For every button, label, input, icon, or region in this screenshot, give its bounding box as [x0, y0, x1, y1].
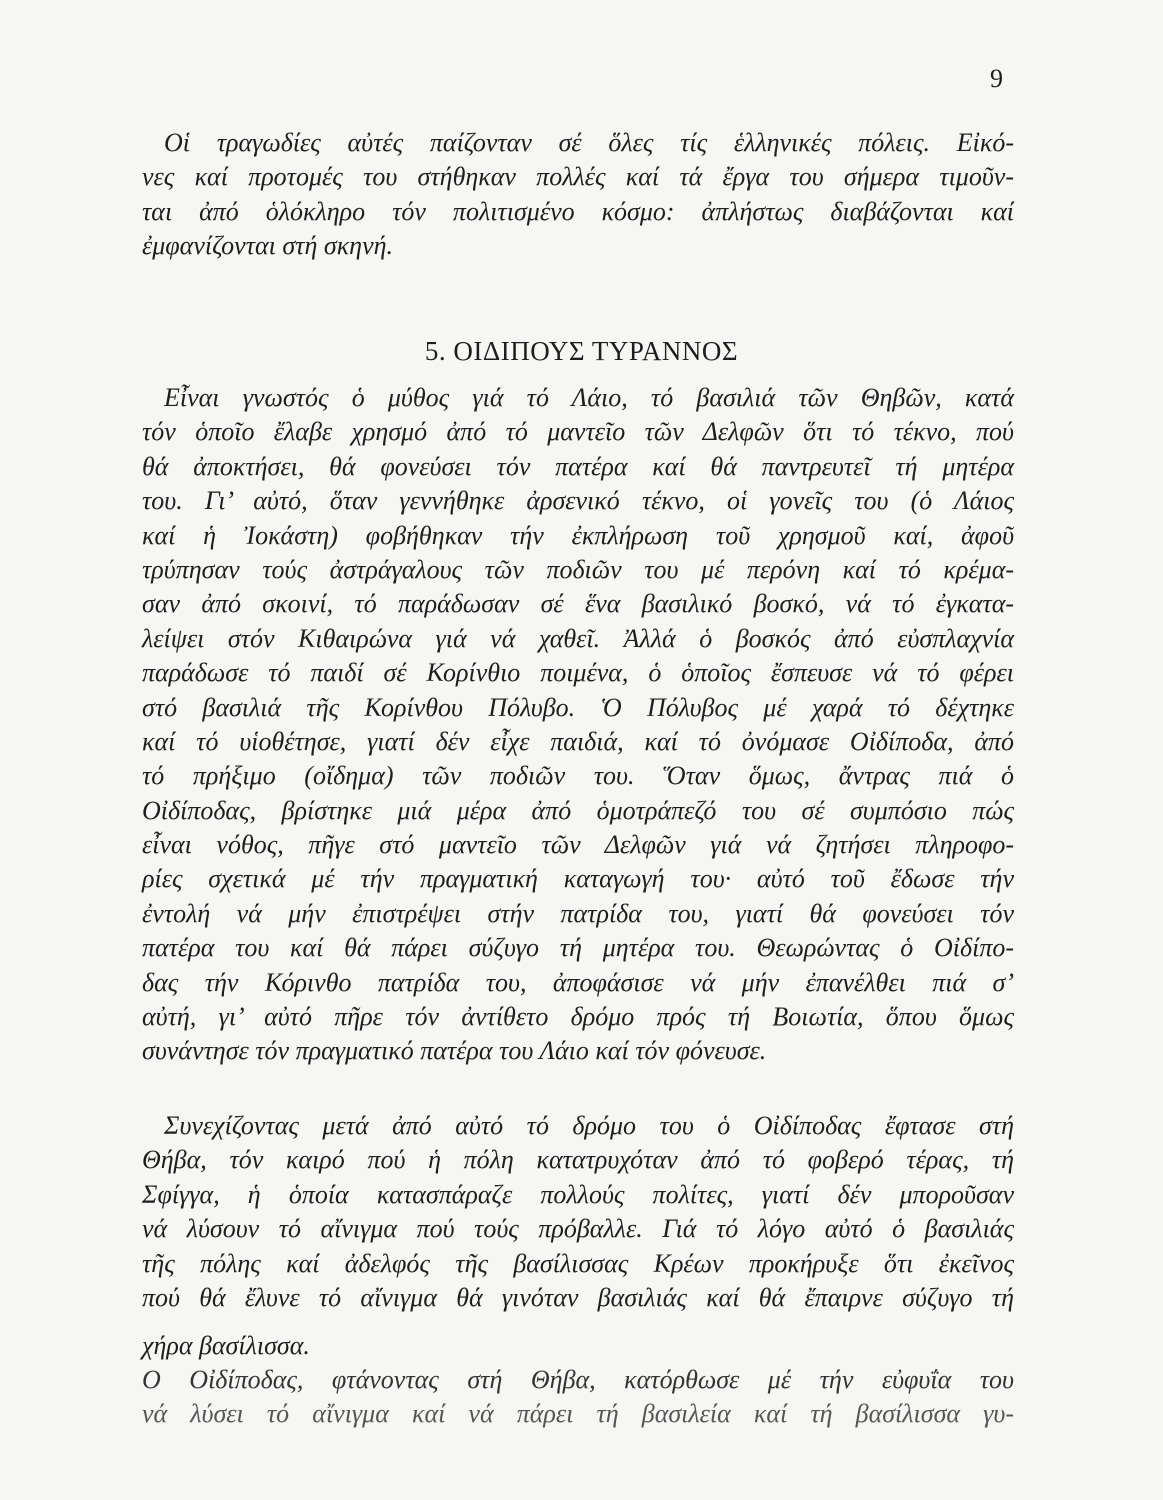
- text-line: Εἶναι γνωστός ὁ μύθος γιά τό Λάιο, τό βασιλιά τῶν Θηβῶν, κατά: [164, 383, 1014, 412]
- text-line: λείψει στόν Κιθαιρώνα γιά νά χαθεῖ. Ἀλλά ὁ βοσκός ἀπό εὐσπλαχνία: [142, 623, 1014, 653]
- text-line: θά ἀποκτήσει, θά φονεύσει τόν πατέρα καί θά παντρευτεῖ τή μητέρα: [142, 451, 1014, 481]
- paragraph-myth: [142, 381, 1014, 1069]
- text-line: Θήβα, τόν καιρό πού ἡ πόλη κατατρυχόταν ἀπό τό φοβερό τέρας, τή: [142, 1145, 1014, 1175]
- text-line: του. Γι’ αὐτό, ὅταν γεννήθηκε ἀρσενικό τέκνο, οἱ γονεῖς του (ὁ Λάιος: [142, 486, 1014, 516]
- text-line: σαν ἀπό σκοινί, τό παράδωσαν σέ ἕνα βασιλικό βοσκό, νά τό ἐγκατα-: [142, 589, 1014, 619]
- text-line: Σφίγγα, ἡ ὁποία κατασπάραζε πολλούς πολίτες, γιατί δέν μποροῦσαν: [142, 1179, 1014, 1209]
- text-line: πατέρα του καί θά πάρει σύζυγο τή μητέρα του. Θεωρώντας ὁ Οἰδίπο-: [142, 933, 1014, 963]
- text-line: ρίες σχετικά μέ τήν πραγματική καταγωγή του· αὐτό τοῦ ἔδωσε τήν: [142, 864, 1014, 894]
- paragraph-intro-end: [142, 126, 1014, 264]
- text-line: εἶναι νόθος, πῆγε στό μαντεῖο τῶν Δελφῶν γιά νά ζητήσει πληροφο-: [142, 830, 1014, 860]
- text-line: Συνεχίζοντας μετά ἀπό αὐτό τό δρόμο του ὁ Οἰδίποδας ἔφτασε στή: [164, 1111, 1014, 1140]
- text-line: νά λύσει τό αἴνιγμα καί νά πάρει τή βασιλεία καί τή βασίλισσα γυ-: [142, 1399, 1014, 1429]
- text-line: πού θά ἔλυνε τό αἴνιγμα θά γινόταν βασιλιάς καί θά ἔπαιρνε σύζυγο τή: [142, 1282, 1014, 1312]
- text-line: στό βασιλιά τῆς Κορίνθου Πόλυβο. Ὁ Πόλυβος μέ χαρά τό δέχτηκε: [142, 692, 1014, 722]
- text-line: Οἱ τραγωδίες αὐτές παίζονταν σέ ὅλες τίς ἑλληνικές πόλεις. Εἰκό-: [164, 128, 1014, 157]
- text-line: συνάντησε τόν πραγματικό πατέρα του Λάιο καί τόν φόνευσε.: [142, 1036, 767, 1066]
- text-line: ται ἀπό ὁλόκληρο τόν πολιτισμένο κόσμο: ἀπλήστως διαβάζονται καί: [142, 196, 1014, 226]
- text-line: δας τήν Κόρινθο πατρίδα του, ἀποφάσισε νά μήν ἐπανέλθει πιά σ’: [142, 967, 1014, 997]
- text-line: νες καί προτομές του στήθηκαν πολλές καί τά ἔργα του σήμερα τιμοῦν-: [142, 162, 1014, 192]
- paragraph-sphinx: [142, 1109, 1014, 1364]
- text-line: αὐτή, γι’ αὐτό πῆρε τόν ἀντίθετο δρόμο πρός τή Βοιωτία, ὅπου ὅμως: [142, 1002, 1014, 1032]
- paragraph-oedipus-king: [142, 1363, 1014, 1432]
- text-line: παράδωσε τό παιδί σέ Κορίνθιο ποιμένα, ὁ ὁποῖος ἔσπευσε νά τό φέρει: [142, 658, 1014, 688]
- text-line: Ο Οἰδίποδας, φτάνοντας στή Θήβα, κατόρθωσε μέ τήν εὐφυΐα του: [142, 1365, 1014, 1394]
- text-line: καί ἡ Ἰοκάστη) φοβήθηκαν τήν ἐκπλήρωση τοῦ χρησμοῦ καί, ἀφοῦ: [142, 520, 1014, 550]
- text-line: τό πρήξιμο (οἴδημα) τῶν ποδιῶν του. Ὅταν ὅμως, ἄντρας πιά ὁ: [142, 761, 1014, 791]
- text-line: τόν ὁποῖο ἔλαβε χρησμό ἀπό τό μαντεῖο τῶν Δελφῶν ὅτι τό τέκνο, πού: [142, 417, 1014, 447]
- text-line: Οἰδίποδας, βρίστηκε μιά μέρα ἀπό ὁμοτράπεζό του σέ συμπόσιο πώς: [142, 795, 1014, 825]
- text-line: τῆς πόλης καί ἀδελφός τῆς βασίλισσας Κρέων προκήρυξε ὅτι ἐκεῖνος: [142, 1248, 1014, 1278]
- text-line: τρύπησαν τούς ἀστράγαλους τῶν ποδιῶν του μέ περόνη καί τό κρέμα-: [142, 554, 1014, 584]
- page-number: 9: [990, 64, 1003, 93]
- section-heading: 5. ΟΙΔΙΠΟΥΣ ΤΥΡΑΝΝΟΣ: [424, 336, 739, 366]
- text-line: νά λύσουν τό αἴνιγμα πού τούς πρόβαλλε. Γιά τό λόγο αὐτό ὁ βασιλιάς: [142, 1214, 1014, 1244]
- text-line: καί τό υἱοθέτησε, γιατί δέν εἶχε παιδιά, καί τό ὀνόμασε Οἰδίποδα, ἀπό: [142, 726, 1014, 756]
- text-line: ἐντολή νά μήν ἐπιστρέψει στήν πατρίδα του, γιατί θά φονεύσει τόν: [142, 898, 1014, 928]
- text-line: ἐμφανίζονται στή σκηνή.: [142, 231, 394, 261]
- text-line: χήρα βασίλισσα.: [142, 1331, 310, 1361]
